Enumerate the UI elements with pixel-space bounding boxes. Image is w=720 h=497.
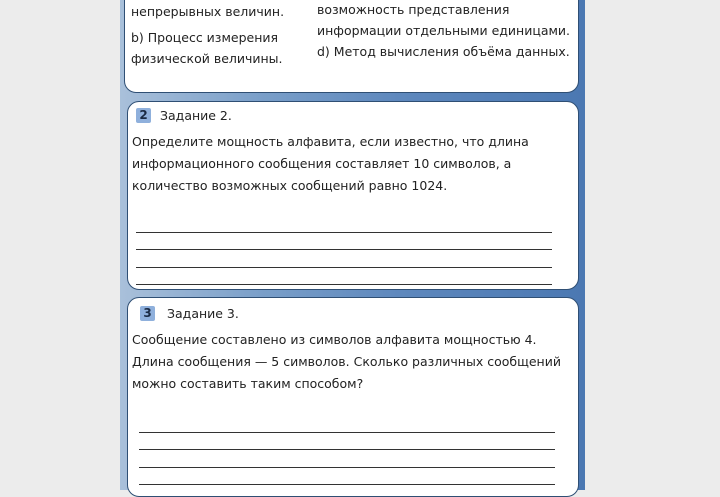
task-2-question: Определите мощность алфавита, если известно, что длина информационного сообщения составляет 10 символов, а количество возможных сообщений равно 1024. [132, 134, 529, 193]
task-title: Задание 2. [160, 108, 232, 123]
answer-line[interactable] [139, 433, 555, 451]
task-3-card [127, 297, 579, 497]
answer-line[interactable] [139, 468, 555, 486]
option-c-line-2: информации отдельными единицами. [317, 23, 571, 38]
answer-line[interactable] [139, 450, 555, 468]
option-d: d) Метод вычисления объёма данных. [317, 44, 570, 59]
task-title: Задание 3. [167, 306, 239, 321]
task-2-card [127, 101, 579, 290]
task-3-header [136, 306, 239, 321]
answer-line[interactable] [136, 233, 552, 251]
answer-line[interactable] [136, 250, 552, 268]
task-3-answer-area[interactable] [139, 415, 555, 485]
task-1-right-column [317, 0, 577, 62]
answer-line[interactable] [136, 215, 552, 233]
option-a-tail: непрерывных величин. [131, 4, 285, 19]
task-number-badge: 2 [136, 108, 151, 123]
answer-line[interactable] [136, 268, 552, 286]
task-3-question: Сообщение составлено из символов алфавита мощностью 4. Длина сообщения — 5 символов. Сколько различных сообщений можно составить таким способом? [132, 332, 561, 391]
task-1-card [124, 0, 579, 93]
task-1-left-column [131, 1, 306, 69]
task-number-badge: 3 [140, 306, 155, 321]
task-2-header [136, 108, 232, 123]
option-b: b) Процесс измерения физической величины. [131, 30, 283, 66]
task-2-answer-area[interactable] [136, 215, 552, 285]
option-c-line-1: возможность представления [317, 2, 510, 17]
answer-line[interactable] [139, 415, 555, 433]
